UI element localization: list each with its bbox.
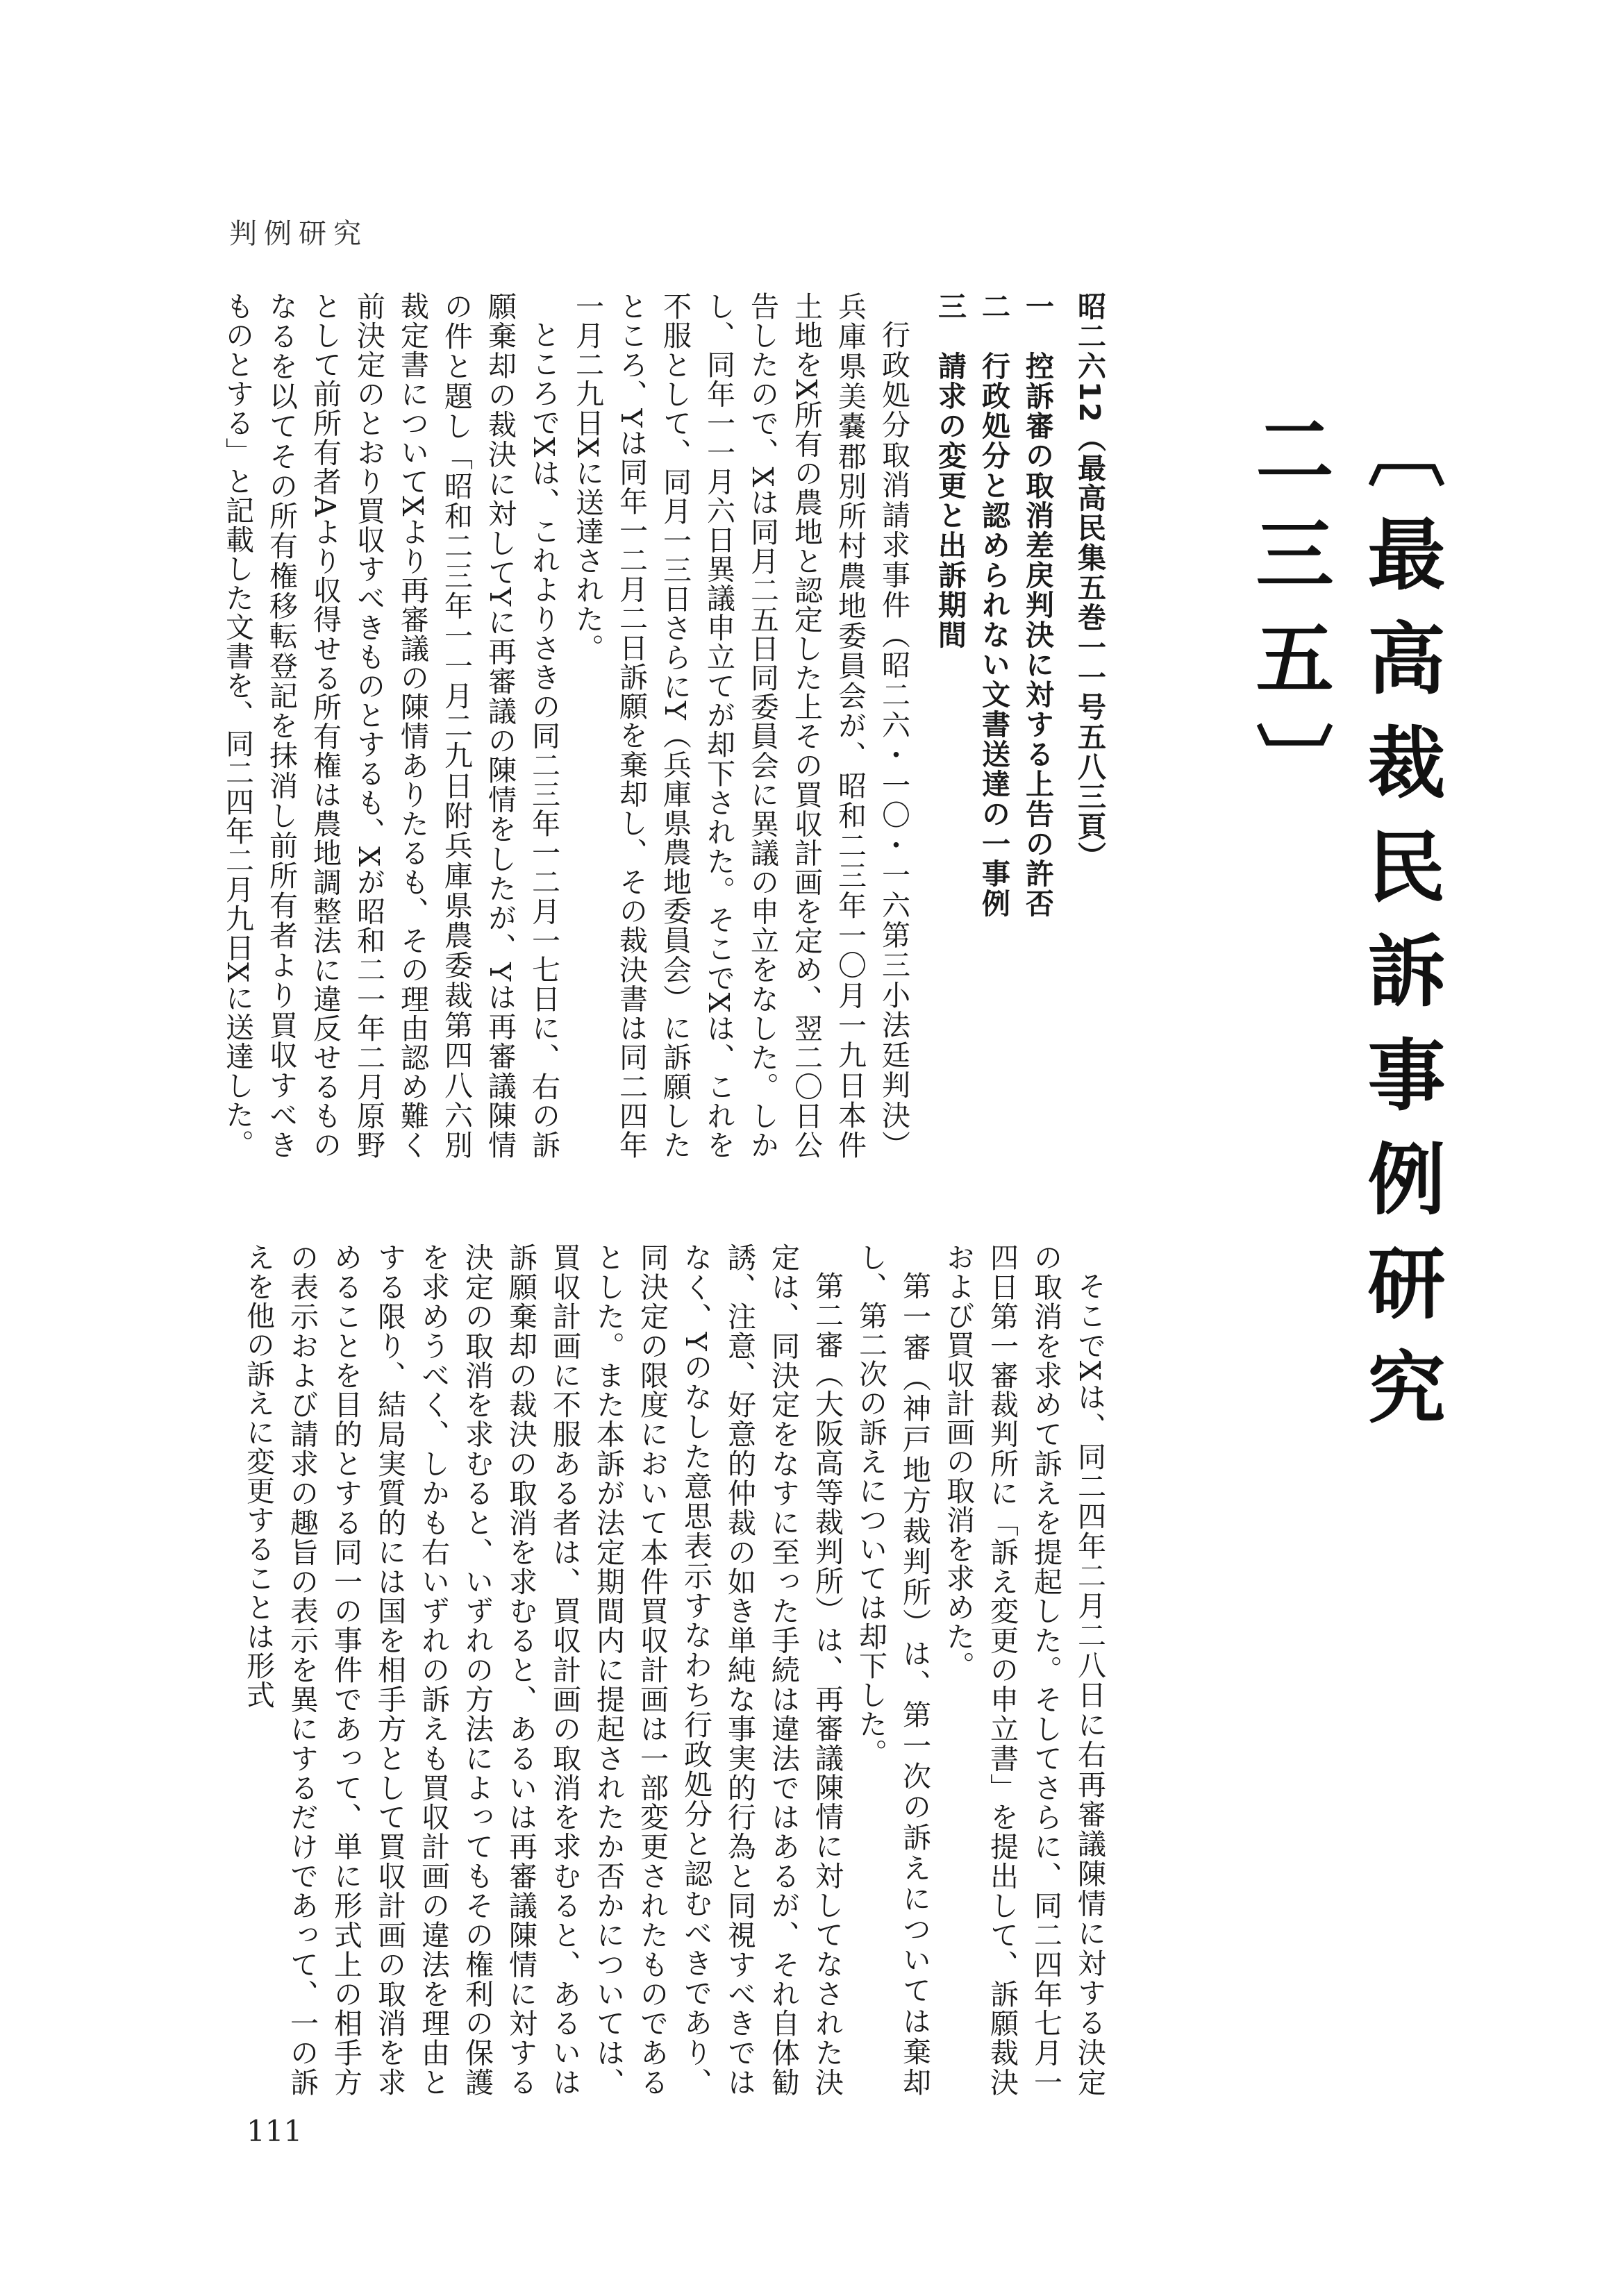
headnote-3: 三 請求の変更と出訴期間 xyxy=(933,292,967,650)
page-number: 111 xyxy=(247,2114,303,2148)
body-paragraph-1: 行政処分取消請求事件（昭二六・一〇・一六第三小法廷判決）兵庫県美嚢郡別所村農地委員会が、昭和二三年一〇月一九日本件土地をX所有の農地と認定した上その買収計画を定め、翌二〇日公告したので、Xは同月二五日同委員会に異議の申立をなした。しかし、同年一一月六日異議申立てが却下された。そこでXは、これを不服として、同月一三日さらにY（兵庫県農地委員会）に訴願したところ、Yは同年一二月二日訴願を棄却し、その裁決書は同二四年一月二九日Xに送達された。 xyxy=(571,292,910,1159)
article-lower-block xyxy=(208,1243,1111,2097)
body-paragraph-5: 第二審（大阪高等裁判所）は、再審議陳情に対してなされた決定は、同決定をなすに至った手続は違法ではあるが、それ自体勧誘、注意、好意的仲裁の如き単純な事実的行為と同視すべきではなく、Yのなした意思表示すなわち行政処分と認むべきであり、同決定の限度において本件買収計画は一部変更されたものであるとした。また本訴が法定期間内に提起されたか否かについては、買収計画に不服ある者は、買収計画の取消を求むると、あるいは訴願棄却の裁決の取消を求むると、あるいは再審議陳情に対する決定の取消を求むると、いずれの方法によってもその権利の保護を求めうべく、しかも右いずれの訴えも買収計画の違法を理由とする限り、結局実質的には国を相手方として買収計画の取消を求めることを目的とする同一の事件であって、単に形式上の相手方の表示および請求の趣旨の表示を異にするだけであって、一の訴えを他の訴えに変更することは形式 xyxy=(242,1243,844,2097)
headnote-1: 一 控訴審の取消差戻判決に対する上告の許否 xyxy=(1021,292,1054,919)
headnote-2: 二 行政処分と認められない文書送達の一事例 xyxy=(977,292,1010,919)
series-title: 〔最高裁民訴事例研究 二三五〕 xyxy=(1243,410,1446,1451)
case-citation: 昭二六12（最高民集五巻一一号五八三頁） xyxy=(1073,292,1106,872)
body-paragraph-2: ところでXは、これよりさきの同二三年一二月一七日に、右の訴願棄却の裁決に対してYに再審議の陳情をしたが、Yは再審議陳情の件と題し「昭和二三年一一月二九日附兵庫県農委裁第四八六別裁定書についてXより再審議の陳情ありたるも、その理由認め難く前決定のとおり買収すべきものとするも、Xが昭和二一年二月原野として前所有者Aより収得せる所有権は農地調整法に違反せるものなるを以てその所有権移転登記を抹消し前所有者より買収すべきものとする」と記載した文書を、同二四年二月九日Xに送達した。 xyxy=(221,292,560,1159)
body-paragraph-3: そこでXは、同二四年二月二八日に右再審議陳情に対する決定の取消を求めて訴えを提起した。そしてさらに、同二四年七月一四日第一審裁判所に「訴え変更の申立書」を提出して、訴願裁決および買収計画の取消を求めた。 xyxy=(942,1243,1106,2097)
body-paragraph-4: 第一審（神戸地方裁判所）は、第一次の訴えについては棄却し、第二次の訴えについては却下した。 xyxy=(854,1243,931,2097)
running-head: 判例研究 xyxy=(229,218,368,250)
article-upper-block xyxy=(208,292,1111,1159)
